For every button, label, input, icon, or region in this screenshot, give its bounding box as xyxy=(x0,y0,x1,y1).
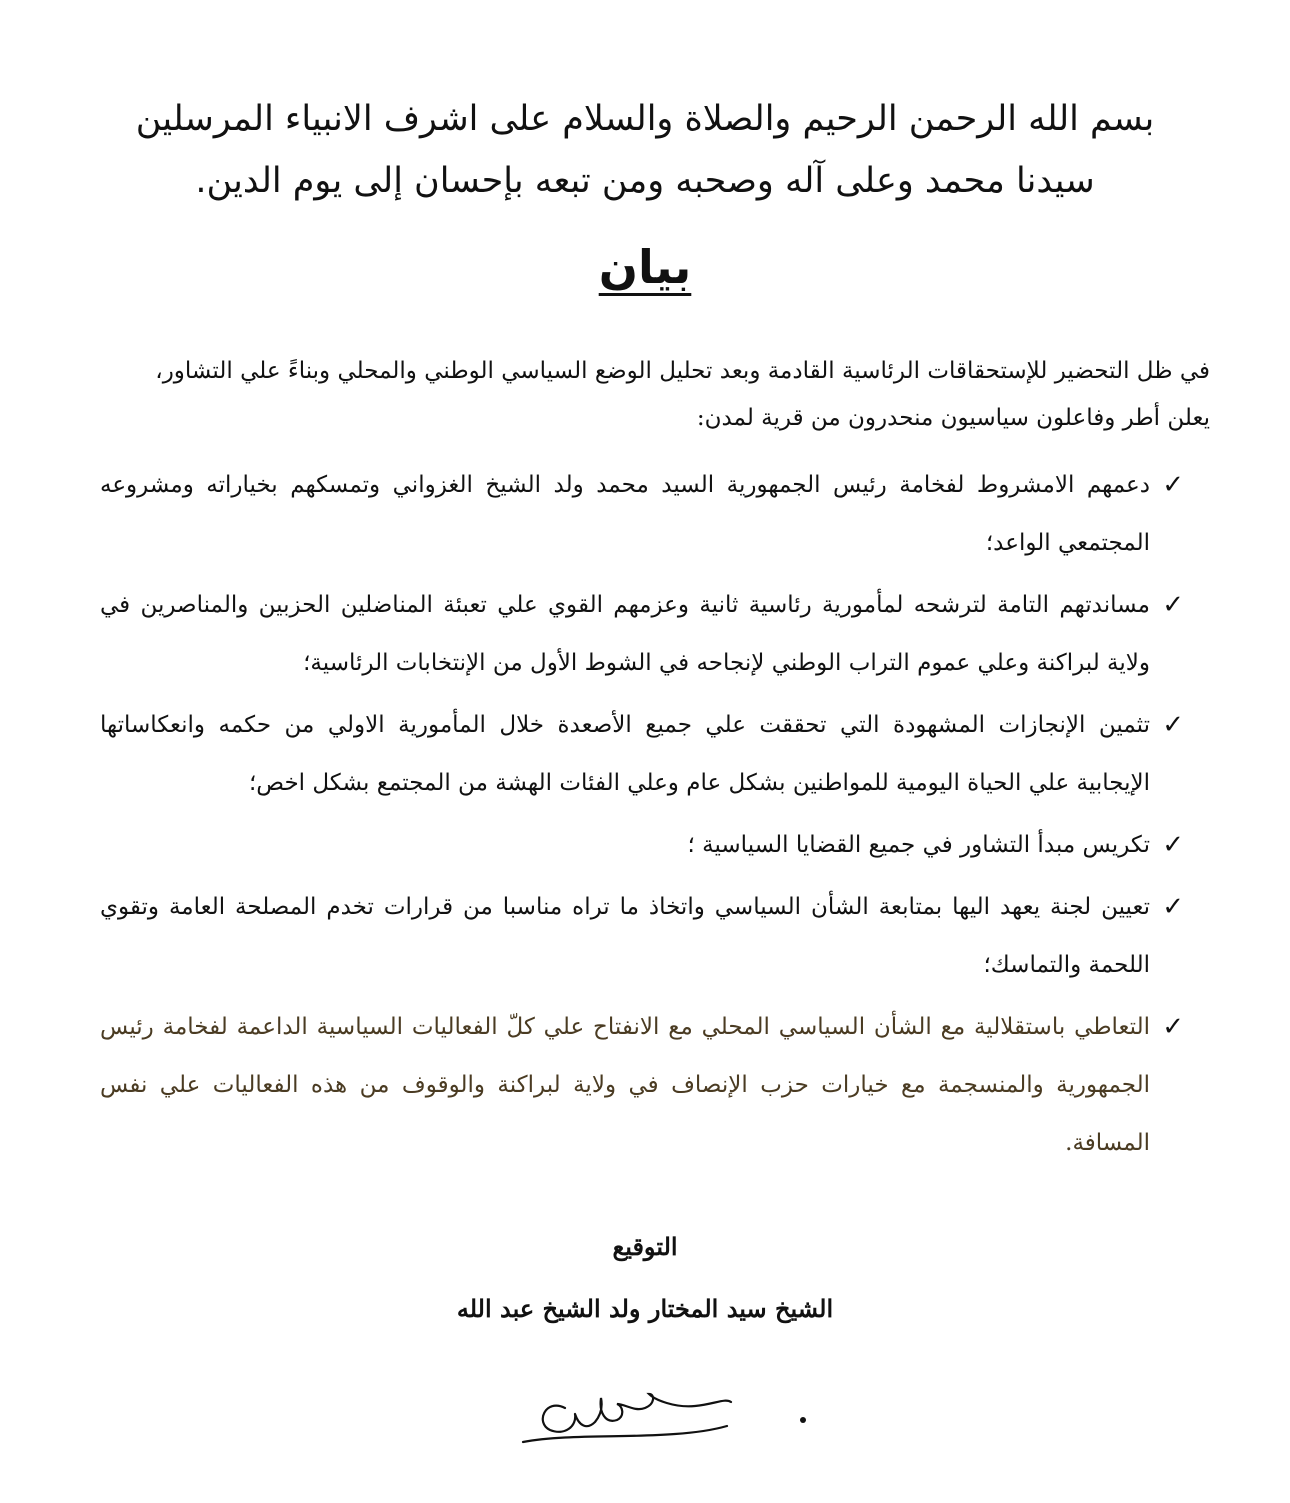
intro-paragraph xyxy=(80,348,1210,442)
check-mark-icon: ✓ xyxy=(1162,1012,1184,1042)
statement-item xyxy=(100,696,1184,812)
signature-label: التوقيع xyxy=(612,1232,678,1261)
handwritten-signature xyxy=(505,1368,825,1468)
check-mark-icon: ✓ xyxy=(1162,590,1184,620)
statement-text: تكريس مبدأ التشاور في جميع القضايا السياسية ؛ xyxy=(687,832,1150,858)
statement-text: تعيين لجنة يعهد اليها بمتابعة الشأن السياسي واتخاذ ما تراه مناسبا من قرارات تخدم المصلحة العامة وتقوي اللحمة والتماسك؛ xyxy=(100,894,1150,978)
statement-text: تثمين الإنجازات المشهودة التي تحققت علي جميع الأصعدة خلال المأمورية الاولي من حكمه وانعكاساتها الإيجابية علي الحياة اليومية للمواطنين بشكل عام وعلي الفئات الهشة من المجتمع بشكل اخص؛ xyxy=(100,712,1150,796)
statement-item xyxy=(100,878,1184,994)
statement-item xyxy=(100,576,1184,692)
basmala-line-1: بسم الله الرحمن الرحيم والصلاة والسلام على اشرف الانبياء المرسلين xyxy=(135,99,1155,139)
check-mark-icon: ✓ xyxy=(1162,710,1184,740)
statement-item xyxy=(100,456,1184,572)
intro-line-1: في ظل التحضير للإستحقاقات الرئاسية القادمة وبعد تحليل الوضع السياسي الوطني والمحلي وبناءً علي التشاور، xyxy=(155,358,1210,384)
check-mark-icon: ✓ xyxy=(1162,830,1184,860)
check-mark-icon: ✓ xyxy=(1162,892,1184,922)
document-title: بيان xyxy=(598,240,692,294)
basmala-line-2: سيدنا محمد وعلى آله وصحبه ومن تبعه بإحسان إلى يوم الدين. xyxy=(195,161,1095,201)
statement-text: التعاطي باستقلالية مع الشأن السياسي المحلي مع الانفتاح علي كلّ الفعاليات السياسية الداعمة لفخامة رئيس الجمهورية والمنسجمة مع خيارات حزب الإنصاف في ولاية لبراكنة والوقوف من هذه الفعاليات علي نفس المسافة. xyxy=(100,1014,1150,1156)
basmala-header xyxy=(90,88,1200,212)
signature-block xyxy=(0,1222,1290,1334)
statement-list xyxy=(100,456,1184,1176)
check-mark-icon: ✓ xyxy=(1162,470,1184,500)
statement-item xyxy=(100,816,1184,874)
intro-line-2: يعلن أطر وفاعلون سياسيون منحدرون من قرية لمدن: xyxy=(696,405,1210,431)
signatory-name: الشيخ سيد المختار ولد الشيخ عبد الله xyxy=(456,1294,834,1323)
statement-text: دعمهم الامشروط لفخامة رئيس الجمهورية السيد محمد ولد الشيخ الغزواني وتمسكهم بخياراته ومشروعه المجتمعي الواعد؛ xyxy=(100,472,1150,556)
statement-text: مساندتهم التامة لترشحه لمأمورية رئاسية ثانية وعزمهم القوي علي تعبئة المناضلين الحزبين والمناصرين في ولاية لبراكنة وعلي عموم التراب الوطني لإنجاحه في الشوط الأول من الإنتخابات الرئاسية؛ xyxy=(100,592,1150,676)
statement-item xyxy=(100,998,1184,1172)
